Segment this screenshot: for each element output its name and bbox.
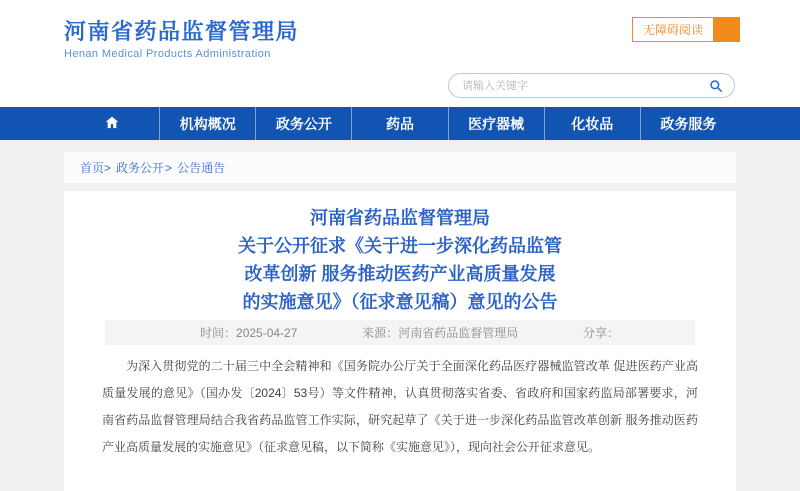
- site-title: 河南省药品监督管理局: [64, 19, 300, 44]
- accessibility-button[interactable]: [632, 17, 740, 42]
- accessibility-icon: [714, 17, 740, 42]
- article-title-line: 关于公开征求《关于进一步深化药品监管: [238, 236, 562, 256]
- site-header: [0, 0, 800, 107]
- main-nav-inner: [64, 107, 736, 140]
- nav-item-gov-services[interactable]: 政务服务: [640, 107, 736, 140]
- article-title-line: 的实施意见》（征求意见稿）意见的公告: [242, 292, 558, 312]
- article-card: [64, 191, 736, 491]
- article-source: 来源：河南省药品监督管理局: [362, 326, 519, 340]
- site-logo[interactable]: [64, 19, 299, 60]
- accessibility-label: 无障碍阅读: [632, 17, 714, 42]
- article-meta-bar: [105, 320, 695, 345]
- nav-item-cosmetics[interactable]: 化妆品: [544, 107, 640, 140]
- search-box[interactable]: [448, 73, 735, 98]
- article-body: 为深入贯彻党的二十届三中全会精神和《国务院办公厅关于全面深化药品医疗器械监管改革 促进医药产业高质量发展的意见》（国办发〔2024〕53号）等文件精神，认真贯彻落实省委、省政府和国家药监局部署要求，河南省药品监督管理局结合我省药品监管工作实际，研究起草了《关于进一步深化药品监管改革创新 服务推动医药产业高质量发展的实施意见》（征求意见稿，以下简称《实施意见》），现向社会公开征求意见。: [102, 359, 698, 454]
- article-share-label: 分享：: [582, 326, 619, 340]
- article-time: 时间：2025-04-27: [200, 326, 298, 340]
- breadcrumb-notices[interactable]: 公告通告: [177, 161, 226, 175]
- nav-item-home[interactable]: [64, 107, 159, 140]
- nav-item-drugs[interactable]: 药品: [351, 107, 447, 140]
- main-nav: [0, 107, 800, 140]
- search-icon[interactable]: [709, 79, 723, 93]
- nav-item-org[interactable]: 机构概况: [159, 107, 255, 140]
- breadcrumb-separator: >: [104, 160, 112, 175]
- search-input[interactable]: [460, 79, 709, 93]
- nav-item-medical-devices[interactable]: 医疗器械: [448, 107, 544, 140]
- article-title: [64, 204, 736, 316]
- nav-item-gov-info[interactable]: 政务公开: [255, 107, 351, 140]
- breadcrumb: [64, 152, 736, 183]
- home-icon: [104, 115, 120, 133]
- breadcrumb-separator: >: [165, 160, 173, 175]
- site-title-en: Henan Medical Products Administration: [64, 48, 271, 60]
- breadcrumb-gov-info[interactable]: 政务公开: [116, 161, 165, 175]
- article-title-line: 河南省药品监督管理局: [310, 208, 490, 228]
- article-title-line: 改革创新 服务推动医药产业高质量发展: [244, 264, 556, 284]
- breadcrumb-home[interactable]: 首页: [80, 161, 105, 175]
